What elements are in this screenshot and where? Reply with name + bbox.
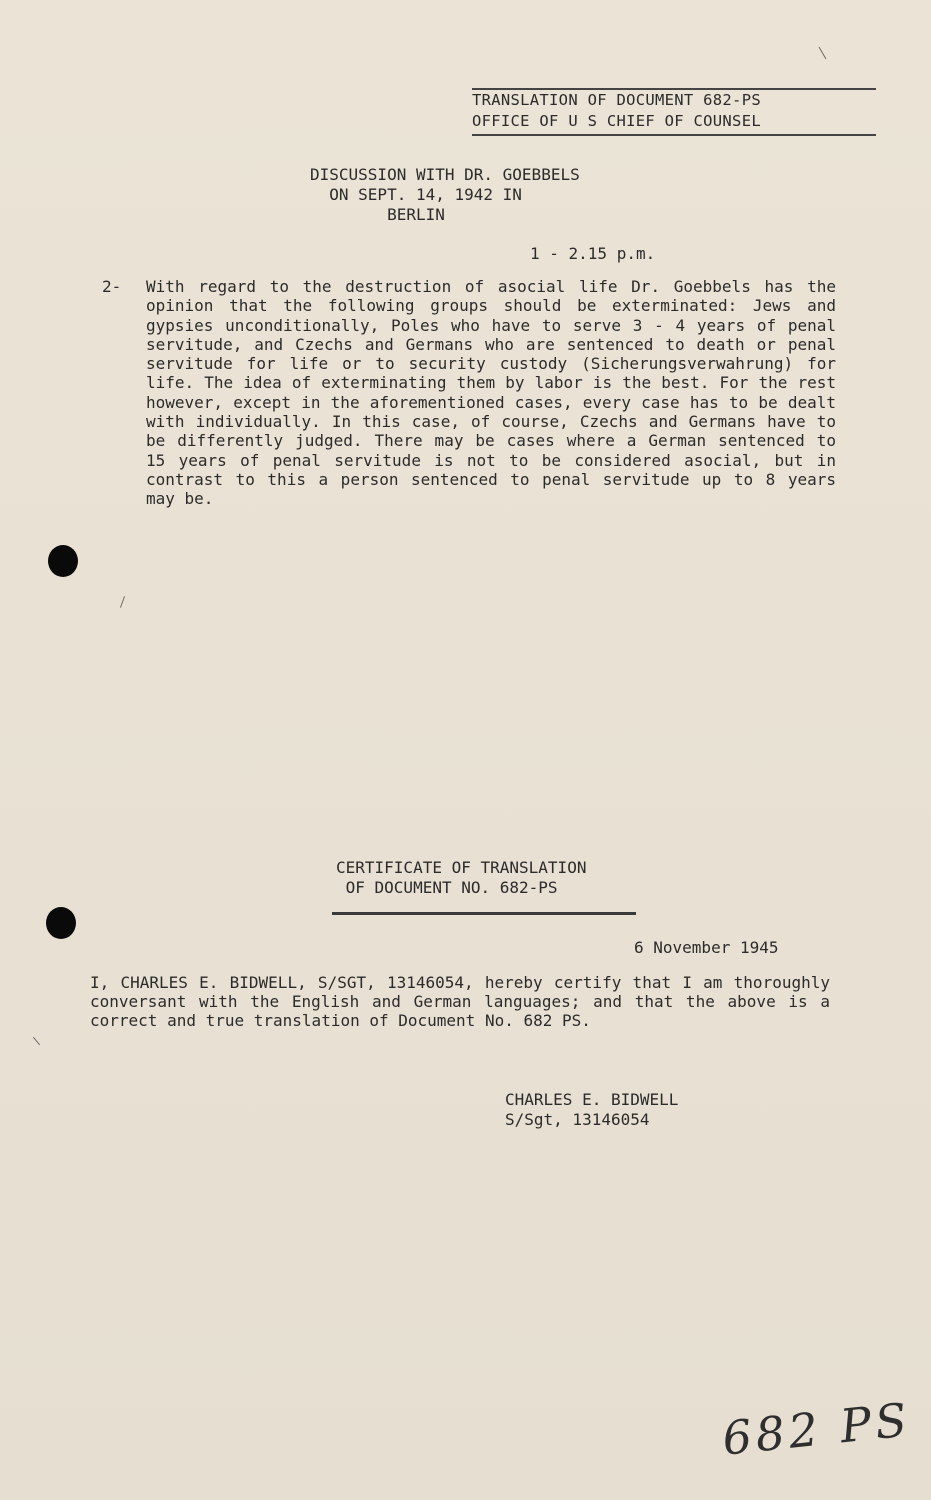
- paragraph-number: 2-: [102, 277, 122, 296]
- signature-rank: S/Sgt, 13146054: [505, 1110, 650, 1129]
- certificate-title-line-2: OF DOCUMENT NO. 682-PS: [336, 878, 558, 897]
- signature-block: [505, 1090, 678, 1130]
- paragraph-text: With regard to the destruction of asocial life Dr. Goebbels has the opinion that the following groups should be exterminated: Jews and gypsies unconditionally, Poles who have to serve 3 - 4 years of penal servitude, and Czechs and Germans who are sentenced to death or penal servitude for life or to security custody (Sicherungsverwahrung) for life. The idea of exterminating them by labor is the best. For the rest however, except in the aforementioned cases, every case has to be dealt with individually. In this case, of course, Czechs and Germans have to be differently judged. There may be cases where a German sentenced to 15 years of penal servitude is not to be considered asocial, but in contrast to this a person sentenced to penal servitude up to 8 years may be.: [146, 277, 836, 509]
- certificate-body: I, CHARLES E. BIDWELL, S/SGT, 13146054, hereby certify that I am thoroughly conversant with the English and German languages; and that the above is a correct and true translation of Document No. 682 PS.: [90, 973, 830, 1030]
- paper-mark: [819, 47, 827, 60]
- title-line-3: BERLIN: [310, 205, 445, 224]
- certificate-title: [336, 858, 586, 898]
- handwritten-document-number: 682 PS: [719, 1392, 914, 1466]
- certificate-rule: [332, 912, 636, 915]
- signature-name: CHARLES E. BIDWELL: [505, 1090, 679, 1109]
- paper-mark: [120, 596, 125, 608]
- title-line-1: DISCUSSION WITH DR. GOEBBELS: [310, 165, 580, 184]
- certificate-title-line-1: CERTIFICATE OF TRANSLATION: [336, 858, 587, 877]
- document-header: [472, 88, 876, 136]
- punch-hole-lower: [46, 907, 76, 939]
- discussion-title: [310, 165, 580, 225]
- title-line-2: ON SEPT. 14, 1942 IN: [310, 185, 522, 204]
- header-line-2: OFFICE OF U S CHIEF OF COUNSEL: [472, 111, 876, 136]
- header-line-1: TRANSLATION OF DOCUMENT 682-PS: [472, 91, 761, 109]
- meeting-time: 1 - 2.15 p.m.: [530, 244, 656, 263]
- paper-mark: [33, 1037, 40, 1045]
- punch-hole-upper: [48, 545, 78, 577]
- certificate-date: 6 November 1945: [634, 938, 779, 957]
